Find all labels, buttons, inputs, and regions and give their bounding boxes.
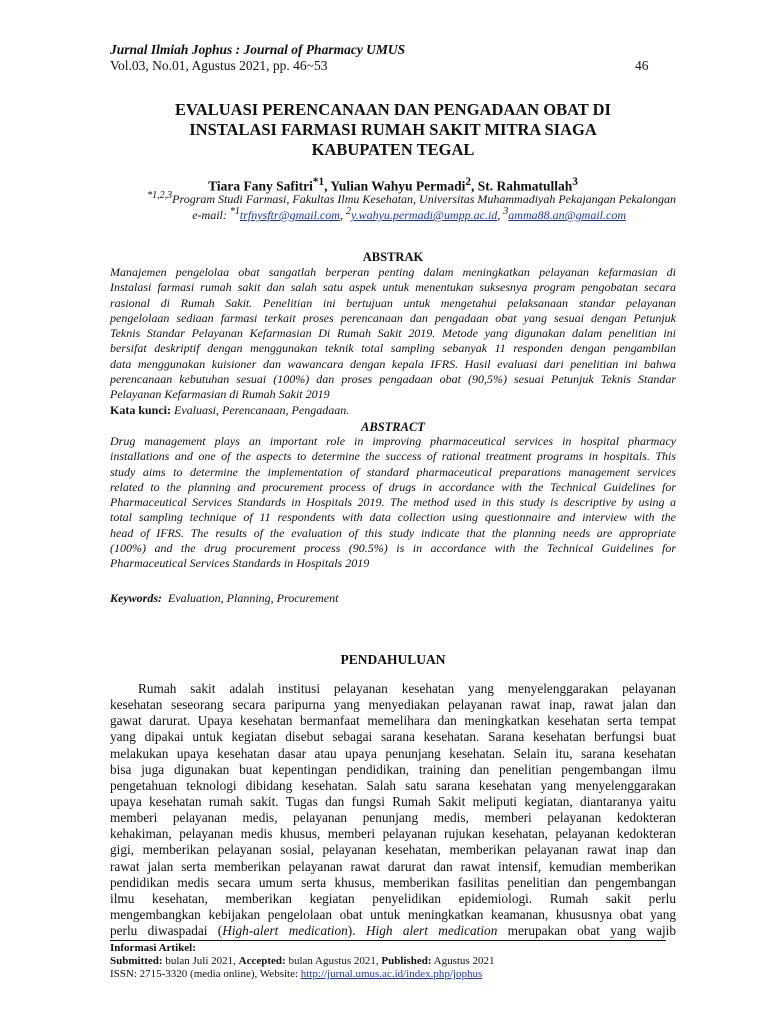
website-link[interactable]: http://jurnal.umus.ac.id/index.php/jophus xyxy=(300,968,483,980)
body-line: ilmu kesehatan, memberikan kegiatan penyelidikan epidemiologi. Rumah sakit perlu xyxy=(110,890,676,906)
keywords-label: Keywords: xyxy=(110,591,162,605)
title-line: KABUPATEN TEGAL xyxy=(311,140,475,159)
volume-info: Vol.03, No.01, Agustus 2021, pp. 46~53 xyxy=(110,58,328,73)
submitted-value: bulan Juli 2021, xyxy=(162,955,239,967)
body-line: yang dipakai untuk kegiatan disebut sebagai sarana kesehatan. Sarana kesehatan berfungsi buat xyxy=(110,729,676,745)
abstract-heading: ABSTRACT xyxy=(361,420,425,434)
article-info-label: Informasi Artikel: xyxy=(110,942,196,954)
author-emails: e-mail: $^{*1}$trfnysftr@gmail.com, $^2$y.wahyu.permadi@umpp.ac.id, $^3$amma88.an@gmail.com xyxy=(192,206,626,222)
abstrak-line: pengelolaan sediaan farmasi terkait proses perencanaan dan pengadaan obat yang sesuai dengan Petunjuk xyxy=(110,310,676,325)
accepted-label: Accepted: xyxy=(238,955,286,967)
email-2-sup: 2 xyxy=(345,206,351,217)
kata-kunci xyxy=(110,403,349,418)
body-line: kesehatan seseorang secara paripurna yang menyediakan pelayanan rawat inap, rawat jalan dan xyxy=(110,697,676,713)
email-1-sup: *1 xyxy=(229,206,240,217)
email-link-3[interactable]: amma88.an@gmail.com xyxy=(508,208,626,222)
kata-kunci-label: Kata kunci: xyxy=(110,403,172,417)
accepted-value: bulan Agustus 2021, xyxy=(285,955,382,967)
keywords xyxy=(110,591,338,606)
body-line: kehakiman, pelayanan medis khusus, memberi pelayanan rujukan kesehatan, pelayanan kedokteran xyxy=(110,826,676,842)
title-line: EVALUASI PERENCANAAN DAN PENGADAAN OBAT DI xyxy=(175,100,611,119)
journal-name: Jurnal Ilmiah Jophus : Journal of Pharmacy UMUS xyxy=(110,42,406,57)
author-3-sup: 3 xyxy=(572,176,578,188)
introduction-text xyxy=(110,681,676,939)
abstract-line: related to the planning and procurement process of drugs in accordance with the Technical Guidelines for xyxy=(110,479,676,494)
title-line: INSTALASI FARMASI RUMAH SAKIT MITRA SIAGA xyxy=(189,120,597,139)
abstract-text xyxy=(110,434,676,572)
abstrak-line: Pelayanan Kefarmasian di Rumah Sakit 2019 xyxy=(110,387,330,402)
footer-divider xyxy=(110,940,666,941)
body-line: upaya kesehatan rumah sakit. Tugas dan fungsi Rumah Sakit meliputi kegiatan, diantaranya yaitu xyxy=(110,793,676,809)
body-line: bisa juga digunakan buat kepentingan pendidikan, training dan penelitian pengembangan ilmu xyxy=(110,761,676,777)
abstrak-heading: ABSTRAK xyxy=(362,250,424,264)
body-line: memberi pelayanan medis, pelayanan penunjang medis, memberi pelayanan kedokteran xyxy=(110,810,676,826)
keywords-values: Evaluation, Planning, Procurement xyxy=(168,591,339,605)
email-label: e-mail: xyxy=(192,208,230,222)
body-fragment: ). xyxy=(347,923,366,939)
submitted-label: Submitted: xyxy=(110,955,163,967)
body-line: melakukan upaya kesehatan dasar atau upaya penunjang kesehatan. Selain itu, sarana kesehatan xyxy=(110,745,676,761)
author-1: Tiara Fany Safitri xyxy=(208,178,313,194)
author-2: Yulian Wahyu Permadi xyxy=(330,178,466,194)
abstract-line: installations and one of the aspects to determine the success of rational treatment programs in hospitals. This xyxy=(110,449,676,464)
abstrak-line: bersifat deskriptif dengan menggunakan teknik total sampling sebanyak 11 responden dengan pengambilan xyxy=(110,341,676,356)
abstrak-line: Instalasi farmasi rumah sakit dan salah satu aspek untuk menentukan suksesnya program pengobatan secara xyxy=(110,280,676,295)
abstract-line: study aims to determine the implementation of standard pharmaceutical preparations management services xyxy=(110,464,676,479)
abstract-line: Pharmaceutical Services Standards in Hospitals 2019 xyxy=(110,556,370,571)
email-3-sup: 3 xyxy=(503,206,509,217)
abstract-line: total sampling technique of 11 respondents with data collection using questionnaire and interview with the xyxy=(110,510,676,525)
kata-kunci-values: Evaluasi, Perencanaan, Pengadaan. xyxy=(174,403,350,417)
body-fragment: perlu diwaspadai ( xyxy=(110,923,223,939)
body-line: gigi, memberikan pelayanan sosial, pelayanan kesehatan, memberikan pelayanan rawat inap dan xyxy=(110,842,676,858)
abstract-line: head of IFRS. The results of the evaluation of this study indicate that the planning needs are appropriate xyxy=(110,525,676,540)
author-list: Tiara Fany Safitri$^{*1}$, Yulian Wahyu Permadi$^2$, St. Rahmatullah$^3$ xyxy=(208,176,578,194)
affiliation-sup: *1,2,3 xyxy=(147,190,173,201)
abstrak-text xyxy=(110,265,676,403)
body-line: gawat darurat. Upaya kesehatan bermanfaat memelihara dan meningkatkan kesehatan serta tempat xyxy=(110,713,676,729)
affiliation-text: Program Studi Farmasi, Fakultas Ilmu Kesehatan, Universitas Muhammadiyah Pekajangan Pekalongan xyxy=(172,192,676,206)
body-fragment-italic: High-alert medication xyxy=(222,923,348,939)
email-link-2[interactable]: y.wahyu.permadi@umpp.ac.id xyxy=(350,208,498,222)
abstrak-line: Manajemen pengelolaa obat sangatlah berperan penting dalam meningkatkan pelayanan kefarmasian di xyxy=(110,265,676,279)
abstract-line: (100%) and the drug procurement process (90.5%) is in accordance with the Technical Guidelines for xyxy=(110,541,676,556)
published-value: Agustus 2021 xyxy=(431,955,495,967)
introduction-heading: PENDAHULUAN xyxy=(340,652,446,667)
affiliation xyxy=(110,190,676,207)
email-link-1[interactable]: trfnysftr@gmail.com xyxy=(239,208,340,222)
body-line: Rumah sakit adalah institusi pelayanan kesehatan yang menyelenggarakan pelayanan xyxy=(138,681,676,696)
body-line-last xyxy=(110,923,676,939)
abstrak-line: Teknis Standar Pelayanan Kefarmasian Di Rumah Sakit 2019. Metode yang digunakan dalam penelitian ini xyxy=(110,326,676,341)
article-title xyxy=(110,100,676,160)
author-2-sup: 2 xyxy=(465,176,472,188)
body-line: rawat jalan serta memberikan pelayanan rawat darurat dan rawat intensif, kemudian memberikan xyxy=(110,858,676,874)
body-fragment: merupakan obat yang wajib xyxy=(497,923,677,939)
body-line: pengetahuan teknologi dibidang kesehatan. Salah satu sarana kesehatan yang menyelenggarakan xyxy=(110,777,676,793)
issn-text: ISSN: 2715-3320 (media online), Website: xyxy=(110,968,301,980)
page-number: 46 xyxy=(635,58,649,73)
author-1-sup: *1 xyxy=(312,176,325,188)
abstrak-line: perencanaan kebutuhan sesuai (100%) dan proses pengadaan obat (90,5%) sesuai Petunjuk Teknis Standar xyxy=(110,372,676,387)
abstrak-line: rasional di Rumah Sakit. Penelitian ini bertujuan untuk mengetahui pelaksanaan standar pelayanan xyxy=(110,295,676,310)
body-line: pendidikan medis secara umum serta khusus, memberikan fasilitas penelitian dan pengembangan xyxy=(110,874,676,890)
author-3: St. Rahmatullah xyxy=(477,178,573,194)
body-fragment-italic: High alert medication xyxy=(365,923,498,939)
abstract-line: Pharmaceutical Services Standards in Hospitals 2019. The method used in this study is descriptive by using a xyxy=(110,495,676,510)
abstrak-line: data menggunakan kuisioner dan wawancara dengan kepala IFRS. Hasil evaluasi dari penelitian ini bahwa xyxy=(110,356,676,371)
published-label: Published: xyxy=(381,955,432,967)
body-line: mengembangkan kebijakan pengelolaan obat untuk meningkatkan keamanan, khususnya obat yang xyxy=(110,906,676,922)
article-info xyxy=(110,942,494,981)
abstract-line: Drug management plays an important role in improving pharmaceutical services in hospital pharmacy xyxy=(110,434,676,448)
